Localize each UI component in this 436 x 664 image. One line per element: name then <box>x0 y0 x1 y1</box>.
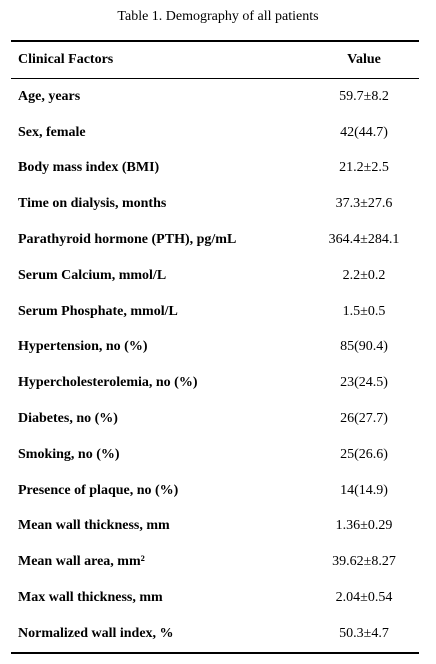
table-row <box>11 258 419 294</box>
row-value-cell: 59.7±8.2 <box>339 88 389 104</box>
row-value-cell: 2.2±0.2 <box>342 267 386 283</box>
row-value-cell: 50.3±4.7 <box>339 625 389 641</box>
table-row <box>11 115 419 151</box>
row-value-cell: 85(90.4) <box>340 339 388 355</box>
row-value-cell: 14(14.9) <box>340 482 388 498</box>
row-value-cell: 37.3±27.6 <box>335 196 393 212</box>
table-row <box>11 222 419 258</box>
table-caption: Table 1. Demography of all patients <box>117 9 319 24</box>
table-body <box>11 79 419 652</box>
row-value-cell: 39.62±8.27 <box>332 554 396 570</box>
row-value-cell: 2.04±0.54 <box>335 590 393 606</box>
row-factor-cell: Hypercholesterolemia, no (%) <box>18 375 198 391</box>
row-value-cell: 21.2±2.5 <box>339 160 389 176</box>
row-factor-cell: Hypertension, no (%) <box>18 339 148 355</box>
table-row <box>11 509 419 545</box>
row-value-cell: 1.36±0.29 <box>335 518 393 534</box>
row-factor-cell: Smoking, no (%) <box>18 446 120 462</box>
table-row <box>11 544 419 580</box>
row-factor-cell: Serum Calcium, mmol/L <box>18 267 167 283</box>
header-clinical-factors: Clinical Factors <box>18 52 114 67</box>
table-row <box>11 294 419 330</box>
row-factor-cell: Parathyroid hormone (PTH), pg/mL <box>18 232 237 248</box>
demography-table <box>11 40 419 654</box>
table-row <box>11 473 419 509</box>
row-factor-cell: Time on dialysis, months <box>18 196 167 212</box>
row-value-cell: 42(44.7) <box>340 124 388 140</box>
row-factor-cell: Sex, female <box>18 124 86 140</box>
table-row <box>11 437 419 473</box>
table-row <box>11 330 419 366</box>
table-row <box>11 79 419 115</box>
row-factor-cell: Max wall thickness, mm <box>18 590 163 606</box>
row-factor-cell: Age, years <box>18 88 81 104</box>
row-factor-cell: Presence of plaque, no (%) <box>18 482 179 498</box>
table-row <box>11 401 419 437</box>
table-row <box>11 151 419 187</box>
row-value-cell: 23(24.5) <box>340 375 388 391</box>
row-factor-cell: Diabetes, no (%) <box>18 411 118 427</box>
row-value-cell: 364.4±284.1 <box>328 232 400 248</box>
row-factor-cell: Normalized wall index, % <box>18 625 174 641</box>
table-bottom-rule <box>11 652 419 654</box>
row-factor-cell: Mean wall area, mm² <box>18 554 145 570</box>
table-row <box>11 616 419 652</box>
row-value-cell: 1.5±0.5 <box>342 303 386 319</box>
row-factor-cell: Body mass index (BMI) <box>18 160 160 176</box>
table-row <box>11 580 419 616</box>
table-header-row <box>11 42 419 78</box>
row-factor-cell: Serum Phosphate, mmol/L <box>18 303 178 319</box>
row-value-cell: 25(26.6) <box>340 446 388 462</box>
row-value-cell: 26(27.7) <box>340 411 388 427</box>
header-value: Value <box>347 52 381 67</box>
row-factor-cell: Mean wall thickness, mm <box>18 518 170 534</box>
table-row <box>11 186 419 222</box>
table-row <box>11 365 419 401</box>
